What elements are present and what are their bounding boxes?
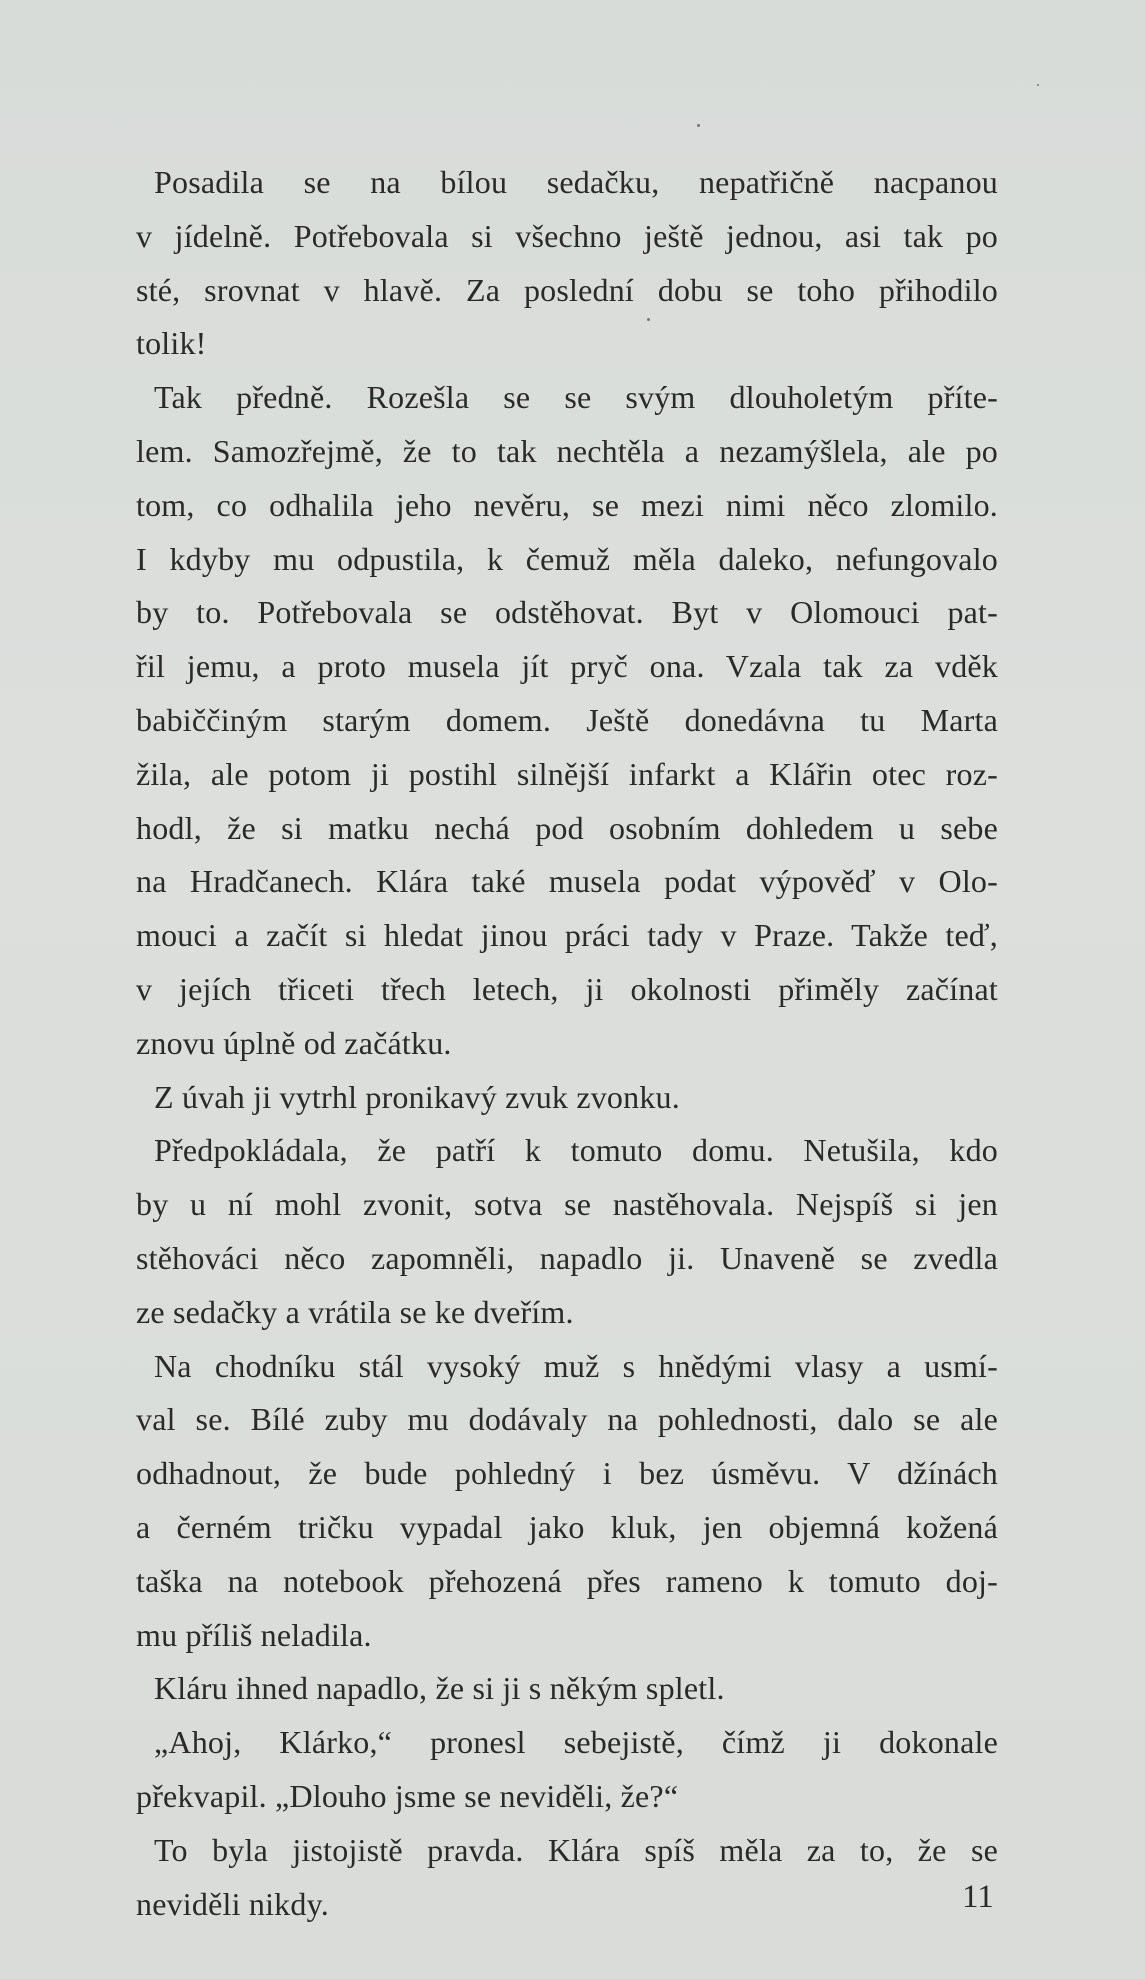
body-text <box>136 156 998 1931</box>
text-line: mouci a začít si hledat jinou práci tady v Praze. Takže teď, <box>136 917 998 954</box>
text-line: lem. Samozřejmě, že to tak nechtěla a nezamýšlela, ale po <box>136 432 998 469</box>
text-line: taška na notebook přehozená přes rameno k tomuto doj- <box>136 1562 998 1599</box>
text-line: by to. Potřebovala se odstěhovat. Byt v Olomouci pat- <box>136 594 998 631</box>
text-line: stěhováci něco zapomněli, napadlo ji. Unaveně se zvedla <box>136 1239 998 1276</box>
paragraph-7 <box>136 1716 998 1824</box>
text-line: Kláru ihned napadlo, že si ji s někým spletl. <box>154 1670 725 1707</box>
text-line: a černém tričku vypadal jako kluk, jen objemná kožená <box>136 1508 998 1545</box>
page-number: 11 <box>962 1879 994 1915</box>
text-line: ze sedačky a vrátila se ke dveřím. <box>136 1293 574 1330</box>
paragraph-1 <box>136 156 998 371</box>
text-line: Z úvah ji vytrhl pronikavý zvuk zvonku. <box>154 1078 680 1115</box>
paper-speck <box>697 124 700 127</box>
paragraph-4 <box>136 1124 998 1339</box>
text-line: To byla jistojistě pravda. Klára spíš měla za to, že se <box>154 1831 998 1868</box>
text-line: Tak předně. Rozešla se se svým dlouholetým příte- <box>154 379 998 416</box>
text-line: by u ní mohl zvonit, sotva se nastěhovala. Nejspíš si jen <box>136 1186 998 1223</box>
text-line: mu příliš neladila. <box>136 1616 372 1653</box>
text-line: v jejích třiceti třech letech, ji okolnosti přiměly začínat <box>136 970 998 1007</box>
text-line: val se. Bílé zuby mu dodávaly na pohlednosti, dalo se ale <box>136 1401 998 1438</box>
paragraph-8 <box>136 1824 998 1932</box>
text-line: neviděli nikdy. <box>136 1885 329 1922</box>
paragraph-2 <box>136 371 998 1070</box>
text-line: I kdyby mu odpustila, k čemuž měla daleko, nefungovalo <box>136 540 998 577</box>
text-line: Předpokládala, že patří k tomuto domu. Netušila, kdo <box>154 1132 998 1169</box>
text-line: v jídelně. Potřebovala si všechno ještě jednou, asi tak po <box>136 217 998 254</box>
text-line: tolik! <box>136 325 207 362</box>
text-line: odhadnout, že bude pohledný i bez úsměvu. V džínách <box>136 1455 998 1492</box>
text-line: Na chodníku stál vysoký muž s hnědými vlasy a usmí- <box>154 1347 998 1384</box>
text-line: „Ahoj, Klárko,“ pronesl sebejistě, čímž ji dokonale <box>154 1724 998 1761</box>
text-line: tom, co odhalila jeho nevěru, se mezi nimi něco zlomilo. <box>136 486 998 523</box>
paragraph-3 <box>136 1071 998 1125</box>
paragraph-5 <box>136 1340 998 1663</box>
text-line: Posadila se na bílou sedačku, nepatřičně nacpanou <box>154 164 998 200</box>
text-line: překvapil. „Dlouho jsme se neviděli, že?“ <box>136 1777 679 1814</box>
text-line: řil jemu, a proto musela jít pryč ona. Vzala tak za vděk <box>136 648 998 685</box>
text-line: znovu úplně od začátku. <box>136 1024 452 1061</box>
text-line: hodl, že si matku nechá pod osobním dohledem u sebe <box>136 809 998 846</box>
text-line: žila, ale potom ji postihl silnější infarkt a Klářin otec roz- <box>136 755 998 792</box>
text-line: na Hradčanech. Klára také musela podat výpověď v Olo- <box>136 863 998 900</box>
paragraph-6 <box>136 1662 998 1716</box>
text-line: sté, srovnat v hlavě. Za poslední dobu se toho přihodilo <box>136 271 998 308</box>
text-line: babiččiným starým domem. Ještě donedávna tu Marta <box>136 701 998 738</box>
paper-speck <box>1037 84 1039 86</box>
